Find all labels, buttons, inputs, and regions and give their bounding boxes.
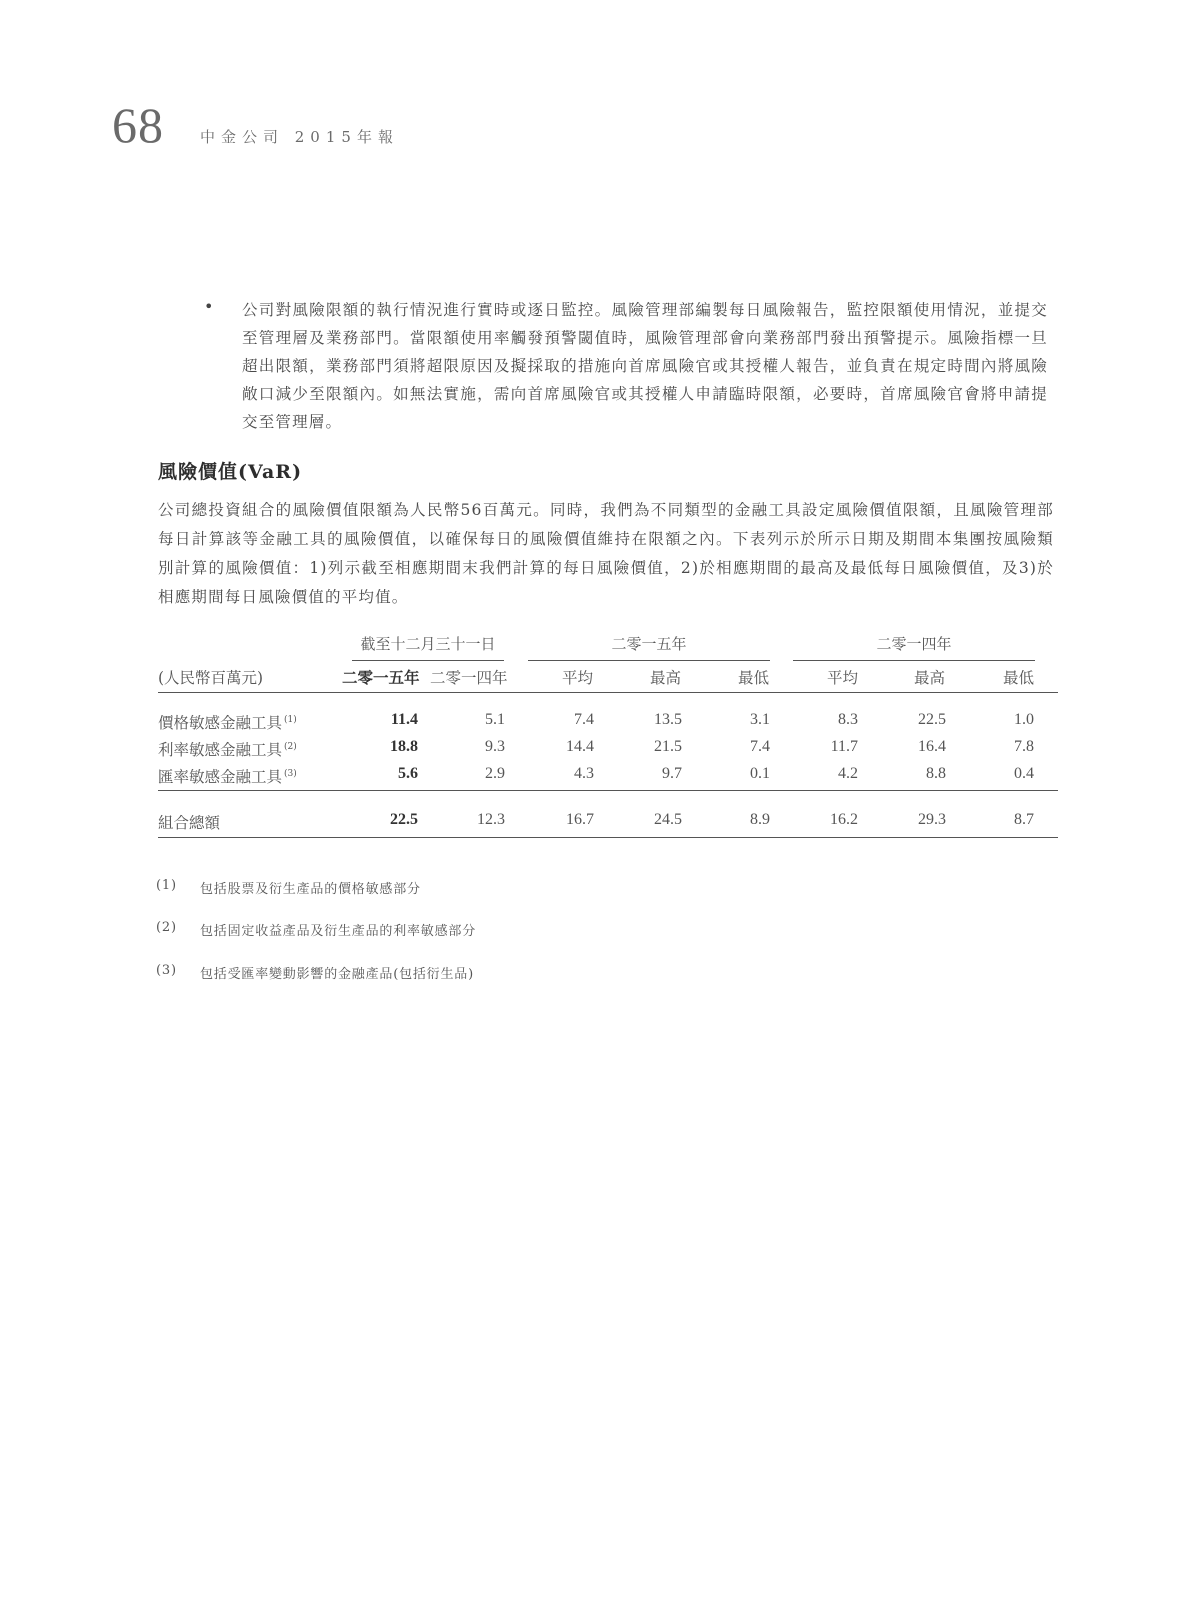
footnote-text: 包括股票及衍生產品的價格敏感部分: [200, 882, 421, 897]
group-header-2015: 二零一五年: [528, 633, 770, 661]
table-cell: 4.3: [574, 765, 594, 782]
table-row: [158, 711, 1058, 737]
table-cell: 14.4: [566, 738, 594, 755]
table-cell: 21.5: [654, 738, 682, 755]
group-header-year-end: 截至十二月三十一日: [352, 633, 504, 661]
table-cell: 0.4: [1014, 765, 1034, 782]
column-header: 最低: [738, 669, 770, 687]
table-cell: 24.5: [654, 811, 682, 828]
column-header: 最高: [650, 669, 682, 687]
row-label: 匯率敏感金融工具 $^{(3)}$: [158, 768, 297, 786]
column-header: 平均: [562, 669, 594, 687]
total-label: 組合總額: [158, 814, 221, 832]
table-cell: 0.1: [750, 765, 770, 782]
table-cell: 8.3: [838, 711, 858, 728]
table-cell: 5.6: [398, 765, 418, 782]
table-cell: 11.7: [830, 738, 858, 755]
footnote: [156, 920, 476, 939]
footnote-ref: (3): [284, 768, 297, 779]
unit-label: (人民幣百萬元): [158, 669, 264, 687]
group-header-2014: 二零一四年: [793, 633, 1035, 661]
table-column-headers: [158, 666, 1058, 693]
table-cell: 5.1: [485, 711, 505, 728]
table-cell: 16.2: [830, 811, 858, 828]
table-cell: 13.5: [654, 711, 682, 728]
footnote-text: 包括固定收益產品及衍生產品的利率敏感部分: [200, 924, 477, 939]
table-cell: 4.2: [838, 765, 858, 782]
column-header: 最低: [1003, 669, 1035, 687]
table-cell: 18.8: [390, 738, 418, 755]
page-header: [112, 96, 399, 154]
column-header: 最高: [914, 669, 946, 687]
table-cell: 7.8: [1014, 738, 1034, 755]
table-cell: 7.4: [574, 711, 594, 728]
table-cell: 8.9: [750, 811, 770, 828]
table-cell: 7.4: [750, 738, 770, 755]
table-cell: 22.5: [918, 711, 946, 728]
row-label: 利率敏感金融工具 $^{(2)}$: [158, 741, 297, 759]
table-cell: 9.3: [485, 738, 505, 755]
table-cell: 1.0: [1014, 711, 1034, 728]
table-cell: 8.8: [926, 765, 946, 782]
footnote-number: (3): [156, 963, 177, 978]
table-cell: 8.7: [1014, 811, 1034, 828]
report-title: 中金公司 2015年報: [200, 128, 399, 146]
bullet-item: [204, 296, 1054, 436]
bullet-text: 公司對風險限額的執行情況進行實時或逐日監控。風險管理部編製每日風險報告，監控限額使用情況，並提交至管理層及業務部門。當限額使用率觸發預警閾值時，風險管理部會向業務部門發出預警提示。風險指標一旦超出限額，業務部門須將超限原因及擬採取的措施向首席風險官或其授權人報告，並負責在規定時間內將風險敞口減少至限額內。如無法實施，需向首席風險官或其授權人申請臨時限額，必要時，首席風險官會將申請提交至管理層。: [242, 301, 1048, 431]
table-cell: 3.1: [750, 711, 770, 728]
table-cell: 29.3: [918, 811, 946, 828]
bullet-symbol: •: [204, 297, 214, 316]
table-cell: 9.7: [662, 765, 682, 782]
column-header: 二零一四年: [430, 669, 508, 687]
footnote-number: (1): [156, 878, 177, 893]
footnote-ref: (1): [284, 714, 297, 725]
footnote-ref: (2): [284, 741, 297, 752]
column-header: 平均: [827, 669, 859, 687]
page-number: 68: [112, 97, 164, 153]
table-cell: 16.7: [566, 811, 594, 828]
table-cell: 11.4: [390, 711, 418, 728]
table-cell: 16.4: [918, 738, 946, 755]
footnote: [156, 878, 421, 897]
table-cell: 12.3: [477, 811, 505, 828]
table-cell: 22.5: [390, 811, 418, 828]
section-intro: 公司總投資組合的風險價值限額為人民幣56百萬元。同時，我們為不同類型的金融工具設定風險價值限額，且風險管理部每日計算該等金融工具的風險價值，以確保每日的風險價值維持在限額之內。下表列示於所示日期及期間本集團按風險類別計算的風險價值：1)列示截至相應期間末我們計算的每日風險價值，2)於相應期間的最高及最低每日風險價值，及3)於相應期間每日風險價值的平均值。: [158, 501, 1054, 606]
section-title: 風險價值(VaR): [158, 461, 303, 483]
table-row: [158, 738, 1058, 764]
footnote: [156, 963, 474, 982]
table-cell: 2.9: [485, 765, 505, 782]
footnote-text: 包括受匯率變動影響的金融產品(包括衍生品): [200, 967, 474, 982]
table-row: [158, 765, 1058, 791]
row-label: 價格敏感金融工具 $^{(1)}$: [158, 714, 297, 732]
table-total-row: [158, 790, 1058, 838]
column-header: 二零一五年: [342, 668, 420, 687]
footnote-number: (2): [156, 920, 177, 935]
